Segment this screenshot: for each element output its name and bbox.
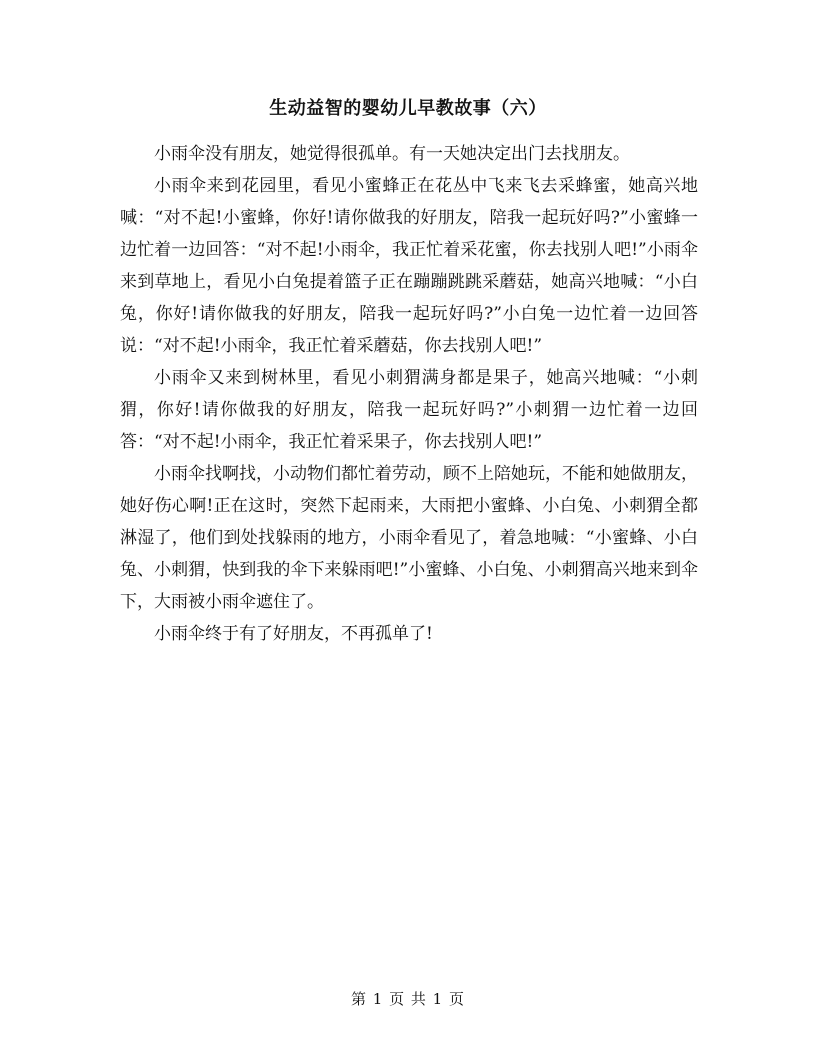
paragraph-1: 小雨伞没有朋友，她觉得很孤单。有一天她决定出门去找朋友。: [154, 144, 630, 164]
paragraph-5: 小雨伞终于有了好朋友，不再孤单了!: [154, 624, 433, 644]
paragraph-3: 小雨伞又来到树林里，看见小刺猬满身都是果子，她高兴地喊：“小刺猬，你好!请你做我的好朋友，陪我一起玩好吗?”小刺猬一边忙着一边回答：“对不起!小雨伞，我正忙着采果子，你去找别人吧!”: [120, 368, 698, 452]
document-body: [120, 138, 698, 650]
document-title: 生动益智的婴幼儿早教故事（六）: [269, 98, 547, 119]
paragraph-4: 小雨伞找啊找，小动物们都忙着劳动，顾不上陪她玩，不能和她做朋友，她好伤心啊!正在这时，突然下起雨来，大雨把小蜜蜂、小白兔、小刺猬全都淋湿了，他们到处找躲雨的地方，小雨伞看见了，着急地喊：“小蜜蜂、小白兔、小刺猬，快到我的伞下来躲雨吧!”小蜜蜂、小白兔、小刺猬高兴地来到伞下，大雨被小雨伞遮住了。: [120, 464, 698, 612]
paragraph-2: 小雨伞来到花园里，看见小蜜蜂正在花丛中飞来飞去采蜂蜜，她高兴地喊：“对不起!小蜜蜂，你好!请你做我的好朋友，陪我一起玩好吗?”小蜜蜂一边忙着一边回答：“对不起!小雨伞，我正忙着采花蜜，你去找别人吧!”小雨伞来到草地上，看见小白兔提着篮子正在蹦蹦跳跳采蘑菇，她高兴地喊：“小白兔，你好!请你做我的好朋友，陪我一起玩好吗?”小白兔一边忙着一边回答说：“对不起!小雨伞，我正忙着采蘑菇，你去找别人吧!”: [120, 176, 698, 356]
page-footer: 第 1 页 共 1 页: [351, 990, 465, 1008]
